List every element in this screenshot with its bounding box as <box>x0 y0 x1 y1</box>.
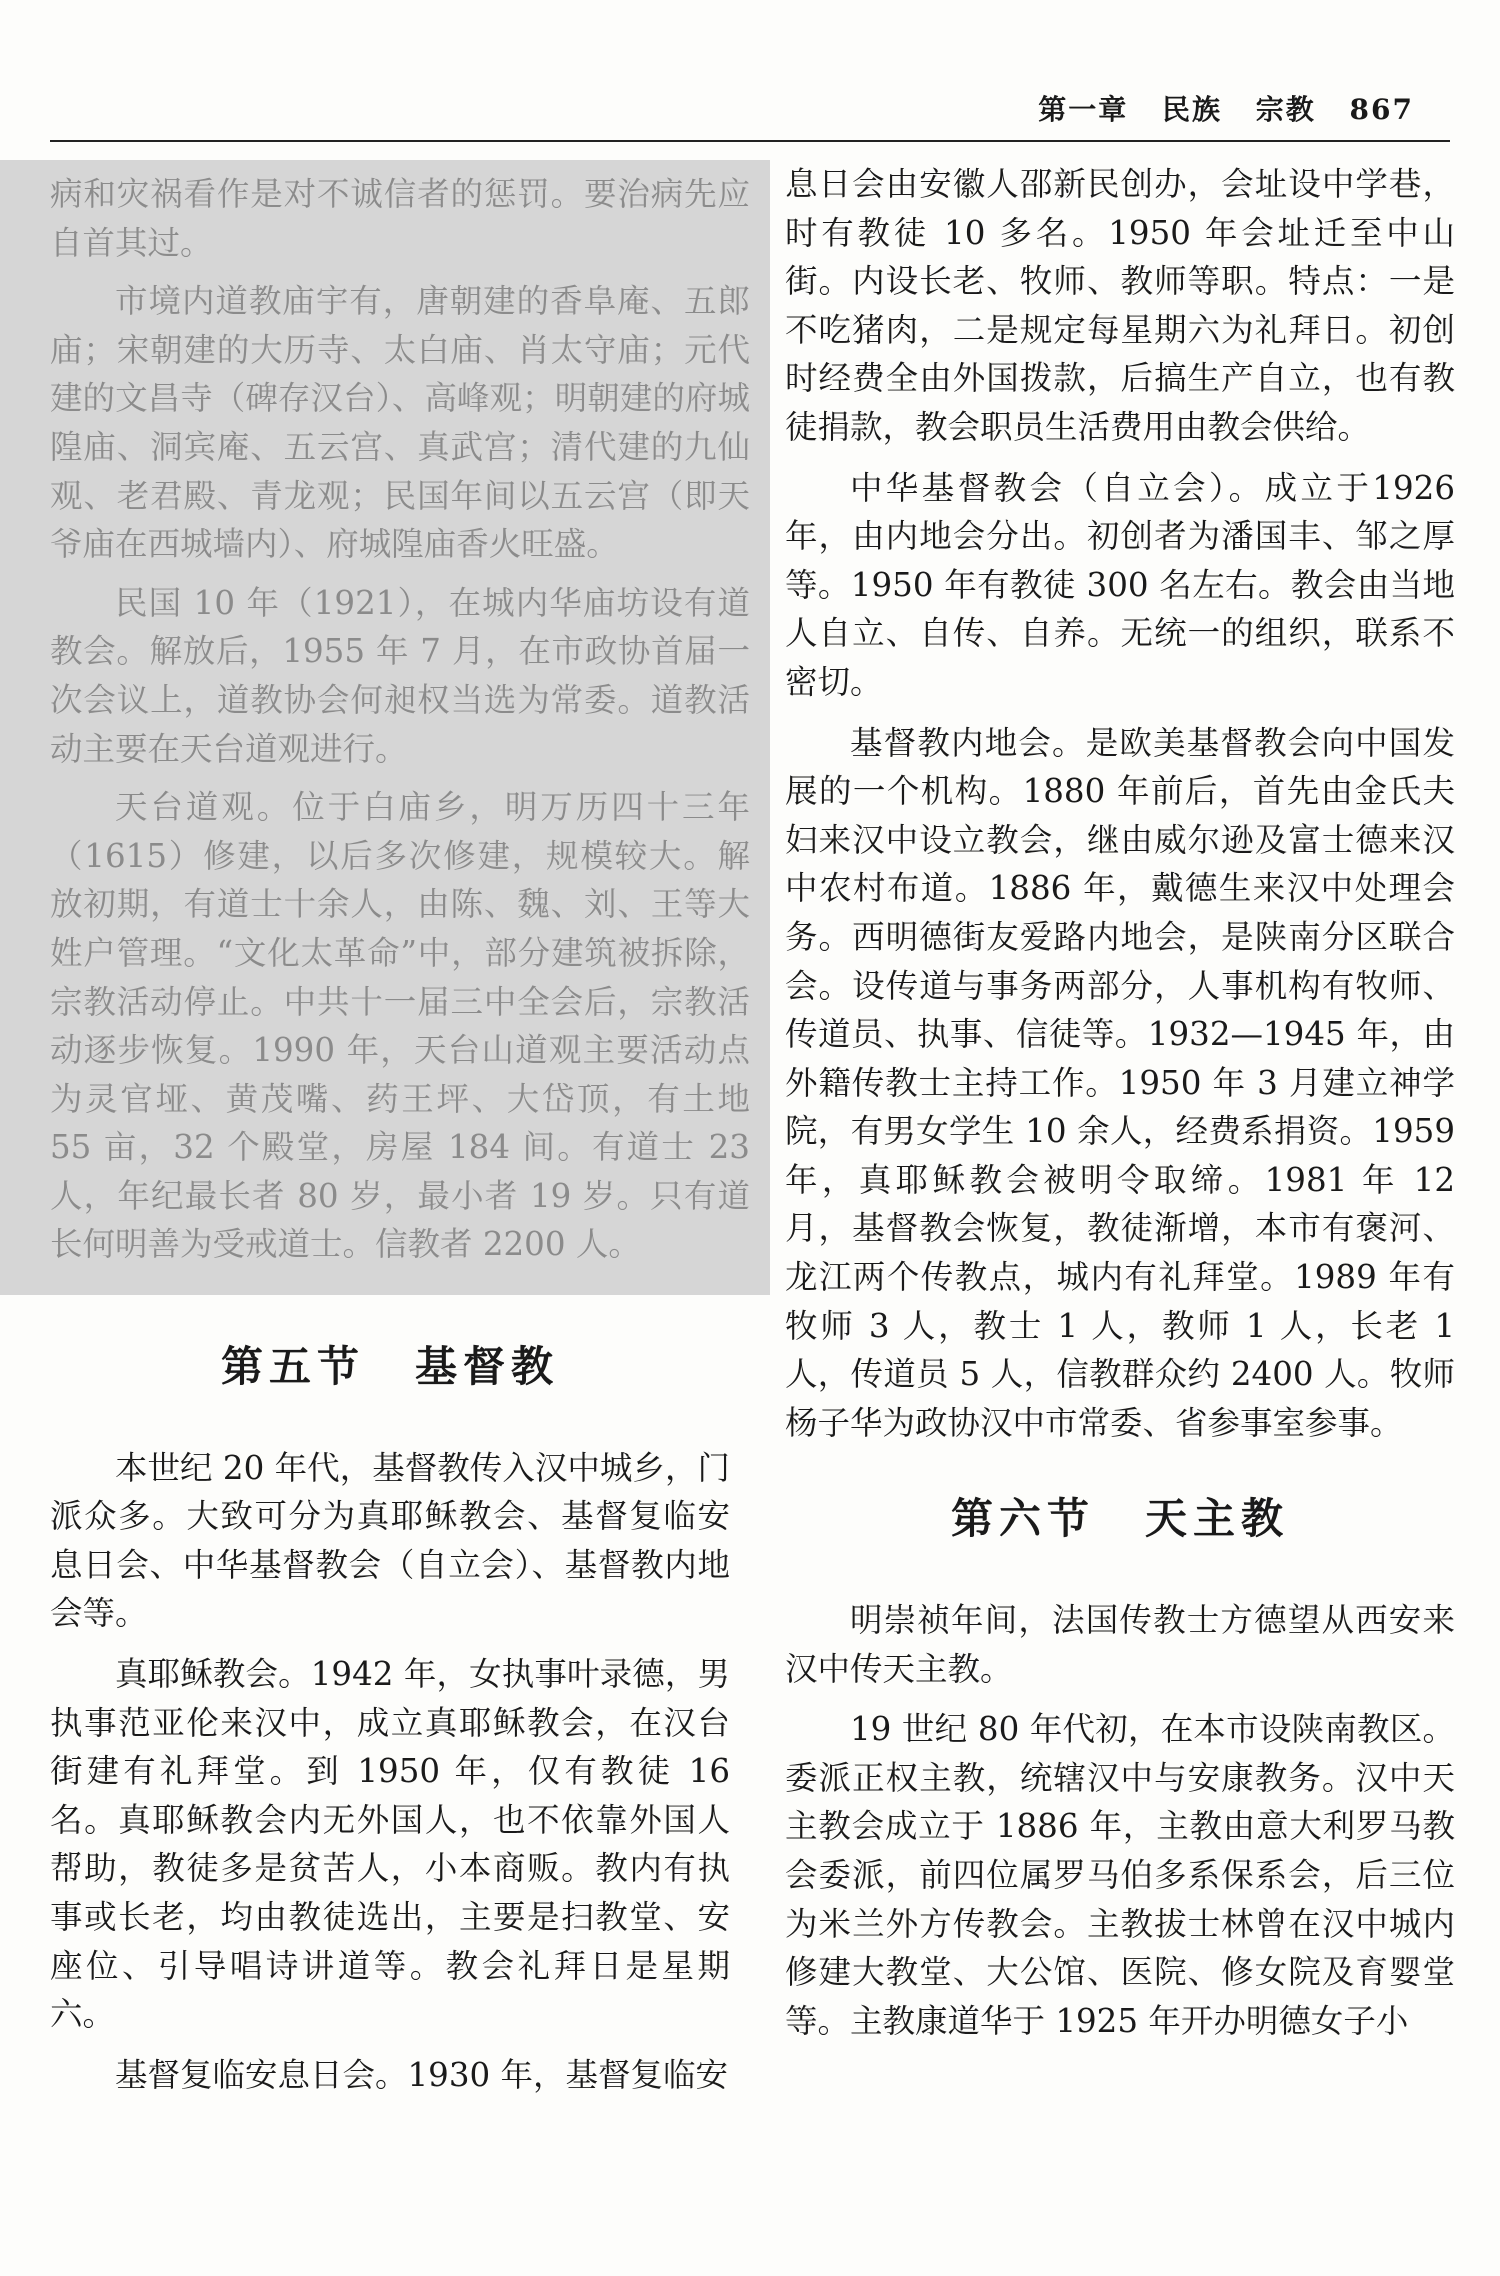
left-column <box>50 160 750 2111</box>
section-label: 民族 <box>1162 93 1223 126</box>
paragraph: 民国 10 年（1921），在城内华庙坊设有道教会。解放后，1955 年 7 月，在市政协首届一次会议上，道教协会何昶权当选为常委。道教活动主要在天台道观进行。 <box>50 583 750 768</box>
paragraph: 基督教内地会。是欧美基督教会向中国发展的一个机构。1880 年前后，首先由金氏夫妇来汉中设立教会，继由威尔逊及富士德来汉中农村布道。1886 年，戴德生来汉中处理会务。西明德街友爱路内地会，是陕南分区联合会。设传道与事务两部分，人事机构有牧师、传道员、执事、信徒等。1932—1945 年，由外籍传教士主持工作。1950 年 3 月建立神学院，有男女学生 10 余人，经费系捐资。1959 年，真耶稣教会被明令取缔。1981 年 12 月，基督教会恢复，教徒渐增，本市有褒河、龙江两个传教点，城内有礼拜堂。1989 年有牧师 3 人，教士 1 人，教师 1 人，长老 1 人，传道员 5 人，信教群众约 2400 人。牧师杨子华为政协汉中市常委、省参事室参事。 <box>785 723 1455 1442</box>
section-heading-catholicism <box>785 1495 1455 1544</box>
running-header <box>1016 88 1414 128</box>
paragraph: 明崇祯年间，法国传教士方德望从西安来汉中传天主教。 <box>785 1601 1455 1688</box>
section-number: 第五节 <box>220 1342 365 1392</box>
paragraph: 市境内道教庙宇有，唐朝建的香阜庵、五郎庙；宋朝建的大历寺、太白庙、肖太守庙；元代建的文昌寺（碑存汉台）、高峰观；明朝建的府城隍庙、洞宾庵、五云宫、真武宫；清代建的九仙观、老君殿、青龙观；民国年间以五云宫（即天爷庙在西城墙内）、府城隍庙香火旺盛。 <box>50 282 750 564</box>
paragraph: 天台道观。位于白庙乡，明万历四十三年（1615）修建，以后多次修建，规模较大。解放初期，有道士十余人，由陈、魏、刘、王等大姓户管理。“文化太革命”中，部分建筑被拆除，宗教活动停止。中共十一届三中全会后，宗教活动逐步恢复。1990 年，天台山道观主要活动点为灵官垭、黄茂嘴、药王坪、大岱顶，有土地 55 亩，32 个殿堂，房屋 184 间。有道士 23 人，年纪最长者 80 岁，最小者 19 岁。只有道长何明善为受戒道士。信教者 2200 人。 <box>50 788 750 1264</box>
shaded-block <box>0 160 770 1295</box>
paragraph: 中华基督教会（自立会）。成立于1926 年，由内地会分出。初创者为潘国丰、邹之厚等。1950 年有教徒 300 名左右。教会由当地人自立、自传、自养。无统一的组织，联系不密切。 <box>785 468 1455 701</box>
chapter-label: 第一章 <box>1038 93 1129 126</box>
paragraph: 息日会由安徽人邵新民创办，会址设中学巷，时有教徒 10 多名。1950 年会址迁至中山街。内设长老、牧师、教师等职。特点：一是不吃猪肉，二是规定每星期六为礼拜日。初创时经费全由外国拨款，后搞生产自立，也有教徒捐款，教会职员生活费用由教会供给。 <box>785 165 1455 446</box>
paragraph: 病和灾祸看作是对不诚信者的惩罚。要治病先应自首其过。 <box>50 175 750 262</box>
subject-label: 宗教 <box>1255 93 1316 126</box>
section-heading-christianity <box>50 1343 730 1392</box>
page-number: 867 <box>1349 93 1414 126</box>
paragraph: 基督复临安息日会。1930 年，基督复临安 <box>115 2055 729 2094</box>
section-number: 第六节 <box>950 1494 1095 1544</box>
paragraph: 19 世纪 80 年代初，在本市设陕南教区。委派正权主教，统辖汉中与安康教务。汉中天主教会成立于 1886 年，主教由意大利罗马教会委派，前四位属罗马伯多系保系会，后三位为米兰外方传教会。主教拔士林曾在汉中城内修建大教堂、大公馆、医院、修女院及育婴堂等。主教康道华于 1925 年开办明德女子小 <box>785 1710 1455 2040</box>
section-name: 天主教 <box>1145 1494 1290 1544</box>
right-column <box>785 160 1455 2057</box>
section-name: 基督教 <box>415 1342 560 1392</box>
paragraph: 真耶稣教会。1942 年，女执事叶录德，男执事范亚伦来汉中，成立真耶稣教会，在汉台街建有礼拜堂。到 1950 年，仅有教徒 16 名。真耶稣教会内无外国人，也不依靠外国人帮助，教徒多是贫苦人，小本商贩。教内有执事或长老，均由教徒选出，主要是扫教堂、安座位、引导唱诗讲道等。教会礼拜日是星期六。 <box>50 1655 730 2034</box>
header-divider <box>50 140 1450 142</box>
paragraph: 本世纪 20 年代，基督教传入汉中城乡，门派众多。大致可分为真耶稣教会、基督复临安息日会、中华基督教会（自立会）、基督教内地会等。 <box>50 1448 730 1633</box>
